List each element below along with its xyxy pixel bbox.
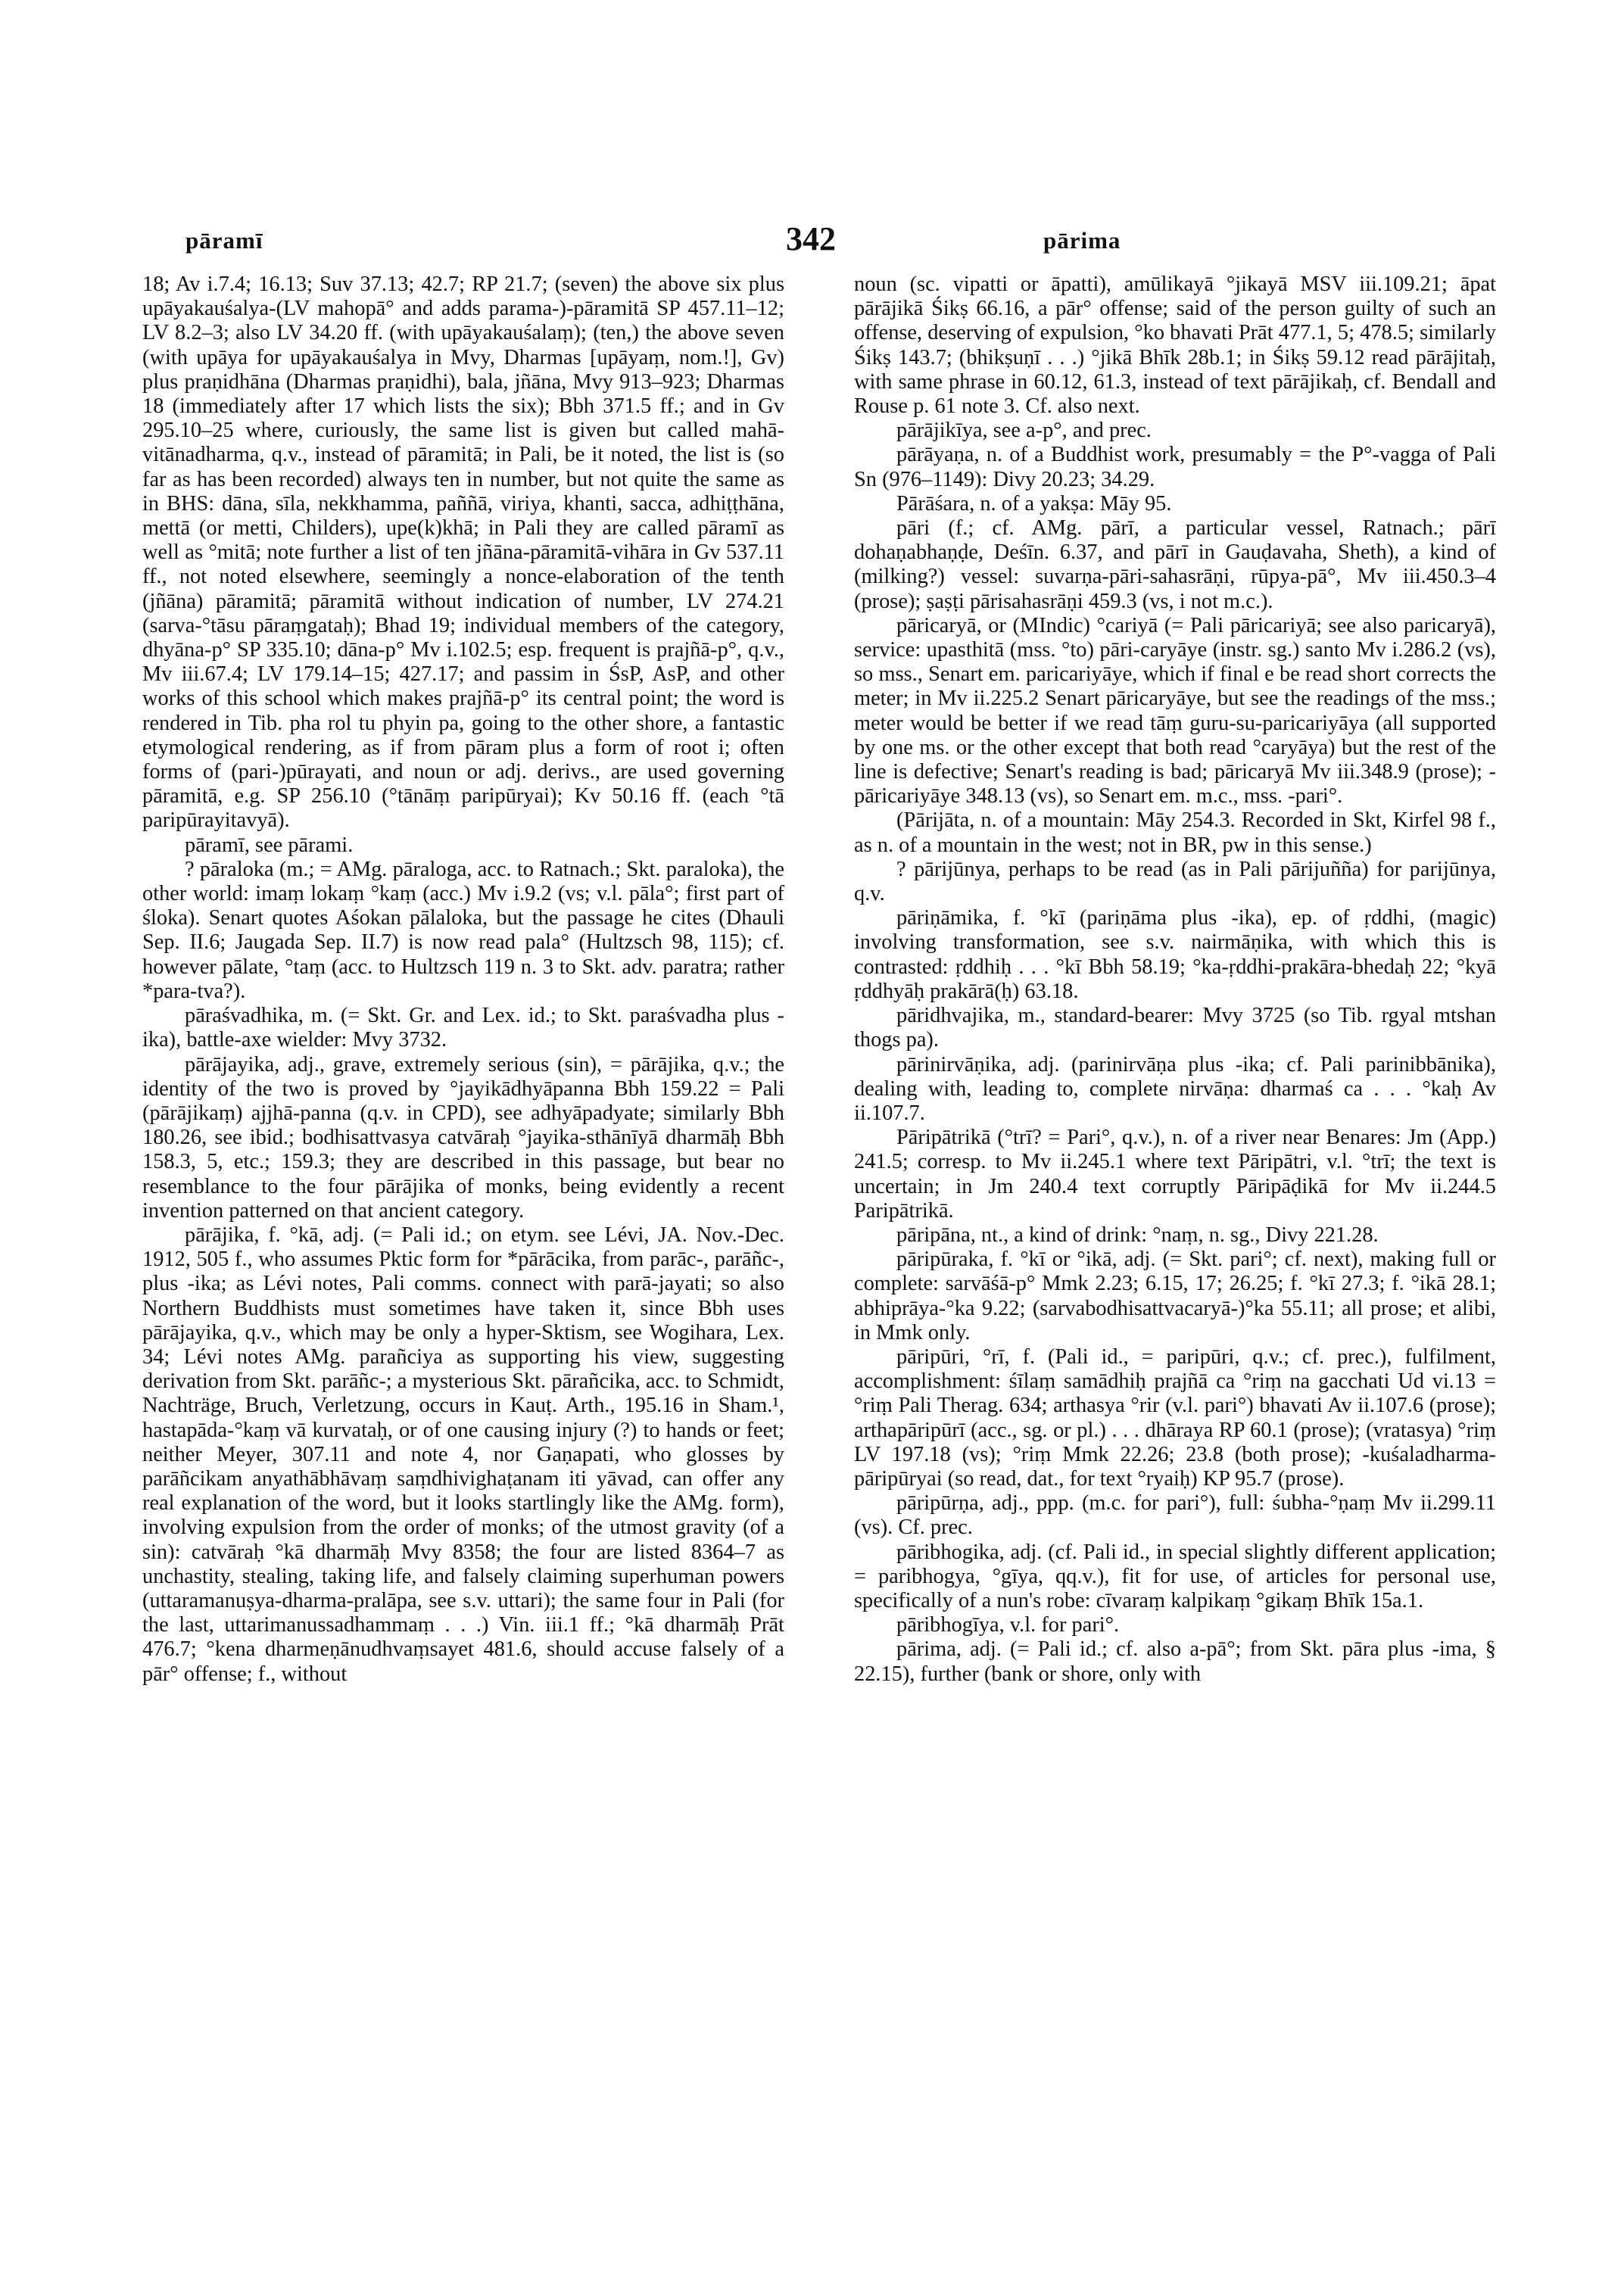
entry-paripana: pāripāna, nt., a kind of drink: °naṃ, n. sg., Divy 221.28. xyxy=(896,1223,1379,1247)
entry-paripatrika: Pāripātrikā (°trī? = Pari°, q.v.), n. of a river near Benares: Jm (App.) 241.5; corresp. to Mv ii.245.1 where text Pāripātri, v.l. °trī; the text is uncertain; in Jm 240.4 text corruptly Pāripāḍikā for Mv ii.244.5 Paripātrikā. xyxy=(854,1126,1496,1223)
entry-parijata: (Pārijāta, n. of a mountain: Māy 254.3. Recorded in Skt, Kirfel 98 f., as n. of a mountain in the west; not in BR, pw in this sense.) xyxy=(854,808,1496,857)
entry-pari: pāri (f.; cf. AMg. pārī, a particular vessel, Ratnach.; pārī dohaṇabhaṇḍe, Deśīn. 6.37, and pārī in Gauḍavaha, Sheth), a kind of (milking?) vessel: suvarṇa-pāri-sahasrāṇi, rūpya-pā°, Mv iii.450.3–4 (prose); ṣaṣṭi pārisahasrāṇi 459.3 (vs, i not m.c.). xyxy=(854,516,1496,613)
entry-parajayika: pārājayika, adj., grave, extremely serious (sin), = pārājika, q.v.; the identity of the two is proved by °jayikādhyāpanna Bbh 159.22 = Pali (pārājikaṃ) ajjhā-panna (q.v. in CPD), see adhyāpadyate; similarly Bbh 180.26, see ibid.; bodhisattvasya catvāraḥ °jayika-sthānīyā dharmāḥ Bbh 158.3, 5, etc.; 159.3; they are described in this passage, but bear no resemblance to the four pārājika of monks, being evidently a recent invention patterned on that ancient category. xyxy=(142,1052,784,1223)
entry-paripurna: pāripūrṇa, adj., ppp. (m.c. for pari°), full: śubha-°ṇaṃ Mv ii.299.11 (vs). Cf. prec. xyxy=(854,1491,1496,1540)
left-column xyxy=(142,273,784,2271)
entry-parayana: pārāyaṇa, n. of a Buddhist work, presumably = the P°-vagga of Pali Sn (976–1149): Divy 20.23; 34.29. xyxy=(854,443,1496,491)
running-head-left: pāramī xyxy=(185,227,263,254)
entry-paridhvajika: pāridhvajika, m., standard-bearer: Mvy 3725 (so Tib. rgyal mtshan thogs pa). xyxy=(854,1004,1496,1052)
entry-parasvadhika: pāraśvadhika, m. (= Skt. Gr. and Lex. id.; to Skt. paraśvadha plus -ika), battle-axe wielder: Mvy 3732. xyxy=(142,1004,784,1052)
entry-paripuraka: pāripūraka, f. °kī or °ikā, adj. (= Skt. pari°; cf. next), making full or complete: sarvāśā-p° Mmk 2.23; 6.15, 17; 26.25; f. °kī 27.3; f. °ikā 28.1; abhiprāya-°ka 9.22; (sarvabodhisattvacaryā-)°ka 55.11; all prose; et alibi, in Mmk only. xyxy=(854,1248,1496,1344)
entry-parinirvanika: pārinirvāṇika, adj. (parinirvāṇa plus -ika; cf. Pali parinibbānika), dealing with, leading to, complete nirvāṇa: dharmaś ca . . . °kaḥ Av ii.107.7. xyxy=(854,1052,1496,1125)
page-number: 342 xyxy=(786,220,836,257)
entry-parajika-continued: noun (sc. vipatti or āpatti), amūlikayā °jikayā MSV iii.109.21; āpat pārājikā Śikṣ 66.16, a pār° offense; said of the person guilty of such an offense, deserving of expulsion, °ko bhavati Prāt 477.1, 5; 478.5; similarly Śikṣ 143.7; (bhikṣuṇī . . .) °jikā Bhīk 28b.1; in Śikṣ 59.12 read pārājitaḥ, with same phrase in 60.12, 61.3, instead of text pārājikaḥ, cf. Bendall and Rouse p. 61 note 3. Cf. also next. xyxy=(854,273,1496,419)
entry-paribhogiya: pāribhogīya, v.l. for pari°. xyxy=(896,1613,1120,1637)
running-head-right: pārima xyxy=(1043,227,1121,254)
entry-paricarya: pāricaryā, or (MIndic) °cariyā (= Pali pāricariyā; see also paricaryā), service: upasthitā (mss. °to) pāri-caryāye (instr. sg.) santo Mv i.286.2 (vs), so mss., Senart em. paricariyāye, which if final e be read short corrects the meter; in Mv ii.225.2 Senart pāricaryāye, but see the readings of the mss.; meter would be better if we read tāṃ guru-su-paricariyāya (all supported by one ms. or the other except that both read °caryāya) but the rest of the line is defective; Senart's reading is bad; pāricaryā Mv iii.348.9 (prose); -pāricariyāye 348.13 (vs), so Senart em. m.c., mss. -pari°. xyxy=(854,613,1496,808)
entry-parajikiya: pārājikīya, see a-p°, and prec. xyxy=(896,419,1152,443)
entry-parajika: pārājika, f. °kā, adj. (= Pali id.; on etym. see Lévi, JA. Nov.-Dec. 1912, 505 f., who assumes Pktic form for *pārācika, from parāc-, parāñc-, plus -ika; as Lévi notes, Pali comms. connect with parā-jayati; so also Northern Buddhists must sometimes have taken it, since Bbh uses pārājayika, q.v., which may be only a hyper-Sktism, see Wogihara, Lex. 34; Lévi notes AMg. parañciya as supporting his view, suggesting derivation from Skt. parāñc-; a mysterious Skt. pārañcika, acc. to Schmidt, Nachträge, Bruch, Verletzung, occurs in Kauṭ. Arth., 195.16 in Sham.¹, hastapāda-°kaṃ vā kurvataḥ, or of one causing injury (?) to hands or feet; neither Meyer, 307.11 and note 4, nor Gaṇapati, who glosses by parāñcikam anyathābhāvaṃ saṃdhivighaṭanam iti yāvad, can offer any real explanation of the word, but it looks startlingly like the AMg. form), involving expulsion from the order of monks; of the utmost gravity (of a sin): catvāraḥ °kā dharmāḥ Mvy 8358; the four are listed 8364–7 as unchastity, stealing, taking life, and falsely claiming superhuman powers (uttaramanuṣya-dharma-pralāpa, see s.v. uttari); the same four in Pali (for the last, uttarimanussadhammaṃ . . .) Vin. iii.1 ff.; °kā dharmāḥ Prāt 476.7; °kena dharmeṇānudhvaṃsayet 481.6, should accuse falsely of a pār° offense; f., without xyxy=(142,1223,784,1686)
entry-parijunya: ? pārijūnya, perhaps to be read (as in Pali pārijuñña) for parijūnya, q.v. xyxy=(854,857,1496,906)
entry-paripuri: pāripūri, °rī, f. (Pali id., = paripūri, q.v.; cf. prec.), fulfilment, accomplishment: śīlaṃ samādhiḥ prajñā ca °riṃ na gacchati Ud vi.13 = °riṃ Pali Therag. 634; arthasya °rir (v.l. pari°) bhavati Av ii.107.6 (prose); arthapāripūrī (acc., sg. or pl.) . . . dhāraya RP 60.1 (prose); (vratasya) °riṃ LV 197.18 (vs); °riṃ Mmk 22.26; 23.8 (both prose); -kuśaladharma-pāripūryai (so read, dat., for text °ryaiḥ) KP 95.7 (prose). xyxy=(854,1344,1496,1491)
entry-parinamika: pāriṇāmika, f. °kī (pariṇāma plus -ika), ep. of ṛddhi, (magic) involving transformation, see s.v. nairmāṇika, with which this is contrasted: ṛddhiḥ . . . °kī Bbh 58.19; °ka-ṛddhi-prakāra-bhedaḥ 22; °kyā ṛddhyāḥ prakārā(ḥ) 63.18. xyxy=(854,906,1496,1003)
entry-parima: pārima, adj. (= Pali id.; cf. also a-pā°; from Skt. pāra plus -ima, § 22.15), further (bank or shore, only with xyxy=(854,1637,1496,1686)
entry-paraloka: ? pāraloka (m.; = AMg. pāraloga, acc. to Ratnach.; Skt. paraloka), the other world: imaṃ lokaṃ °kaṃ (acc.) Mv i.9.2 (vs; v.l. pāla°; first part of śloka). Senart quotes Aśokan pālaloka, but the passage he cites (Dhauli Sep. II.6; Jaugada Sep. II.7) is now read pala° (Hultzsch 98, 115); cf. however pālate, °taṃ (acc. to Hultzsch 119 n. 3 to Skt. adv. paratra; rather *para-tva?). xyxy=(142,857,784,1003)
right-column xyxy=(854,273,1496,2271)
entry-paramita-continued: 18; Av i.7.4; 16.13; Suv 37.13; 42.7; RP 21.7; (seven) the above six plus upāyakauśalya-(LV mahopā° and adds parama-)-pāramitā SP 457.11–12; LV 8.2–3; also LV 34.20 ff. (with upāyakauśalaṃ); (ten,) the above seven (with upāya for upāyakauśalya in Mvy, Dharmas [upāyaṃ, nom.!], Gv) plus praṇidhāna (Dharmas praṇidhi), bala, jñāna, Mvy 913–923; Dharmas 18 (immediately after 17 which lists the six); Bbh 371.5 ff.; and in Gv 295.10–25 where, curiously, the same list is given but called mahā-vitānadharma, q.v., instead of pāramitā; in Pali, be it noted, the list is (so far as has been recorded) always ten in number, but not quite the same as in BHS: dāna, sīla, nekkhamma, paññā, viriya, khanti, sacca, adhiṭṭhāna, mettā (or metti, Childers), upe(k)khā; in Pali they are called pāramī as well as °mitā; note further a list of ten jñāna-pāramitā-vihāra in Gv 537.11 ff., not noted elsewhere, seemingly a nonce-elaboration of the tenth (jñāna) pāramitā; pāramitā without indication of number, LV 274.21 (sarva-°tāsu pāraṃgataḥ); Bhad 19; individual members of the category, dhyāna-p° SP 335.10; dāna-p° Mv i.102.5; esp. frequent is prajñā-p°, q.v., Mv iii.67.4; LV 179.14–15; 427.17; and passim in ŚsP, AsP, and other works of this school which makes prajñā-p° its central point; the word is rendered in Tib. pha rol tu phyin pa, going to the other shore, a fantastic etymological rendering, as if from pāram plus a form of root i; often forms of (pari-)pūrayati, and noun or adj. derivs., are used governing pāramitā, e.g. SP 256.10 (°tānāṃ paripūryai); Kv 50.16 ff. (each °tā paripūrayitavyā). xyxy=(142,273,784,833)
entry-parasara: Pārāśara, n. of a yakṣa: Māy 95. xyxy=(896,491,1172,516)
entry-paribhogika: pāribhogika, adj. (cf. Pali id., in special slightly different application; = paribhogya, °gīya, qq.v.), fit for use, of articles for personal use, specifically of a nun's robe: cīvaraṃ kalpikaṃ °gikaṃ Bhīk 15a.1. xyxy=(854,1540,1496,1612)
entry-parami: pāramī, see pārami. xyxy=(185,833,354,857)
